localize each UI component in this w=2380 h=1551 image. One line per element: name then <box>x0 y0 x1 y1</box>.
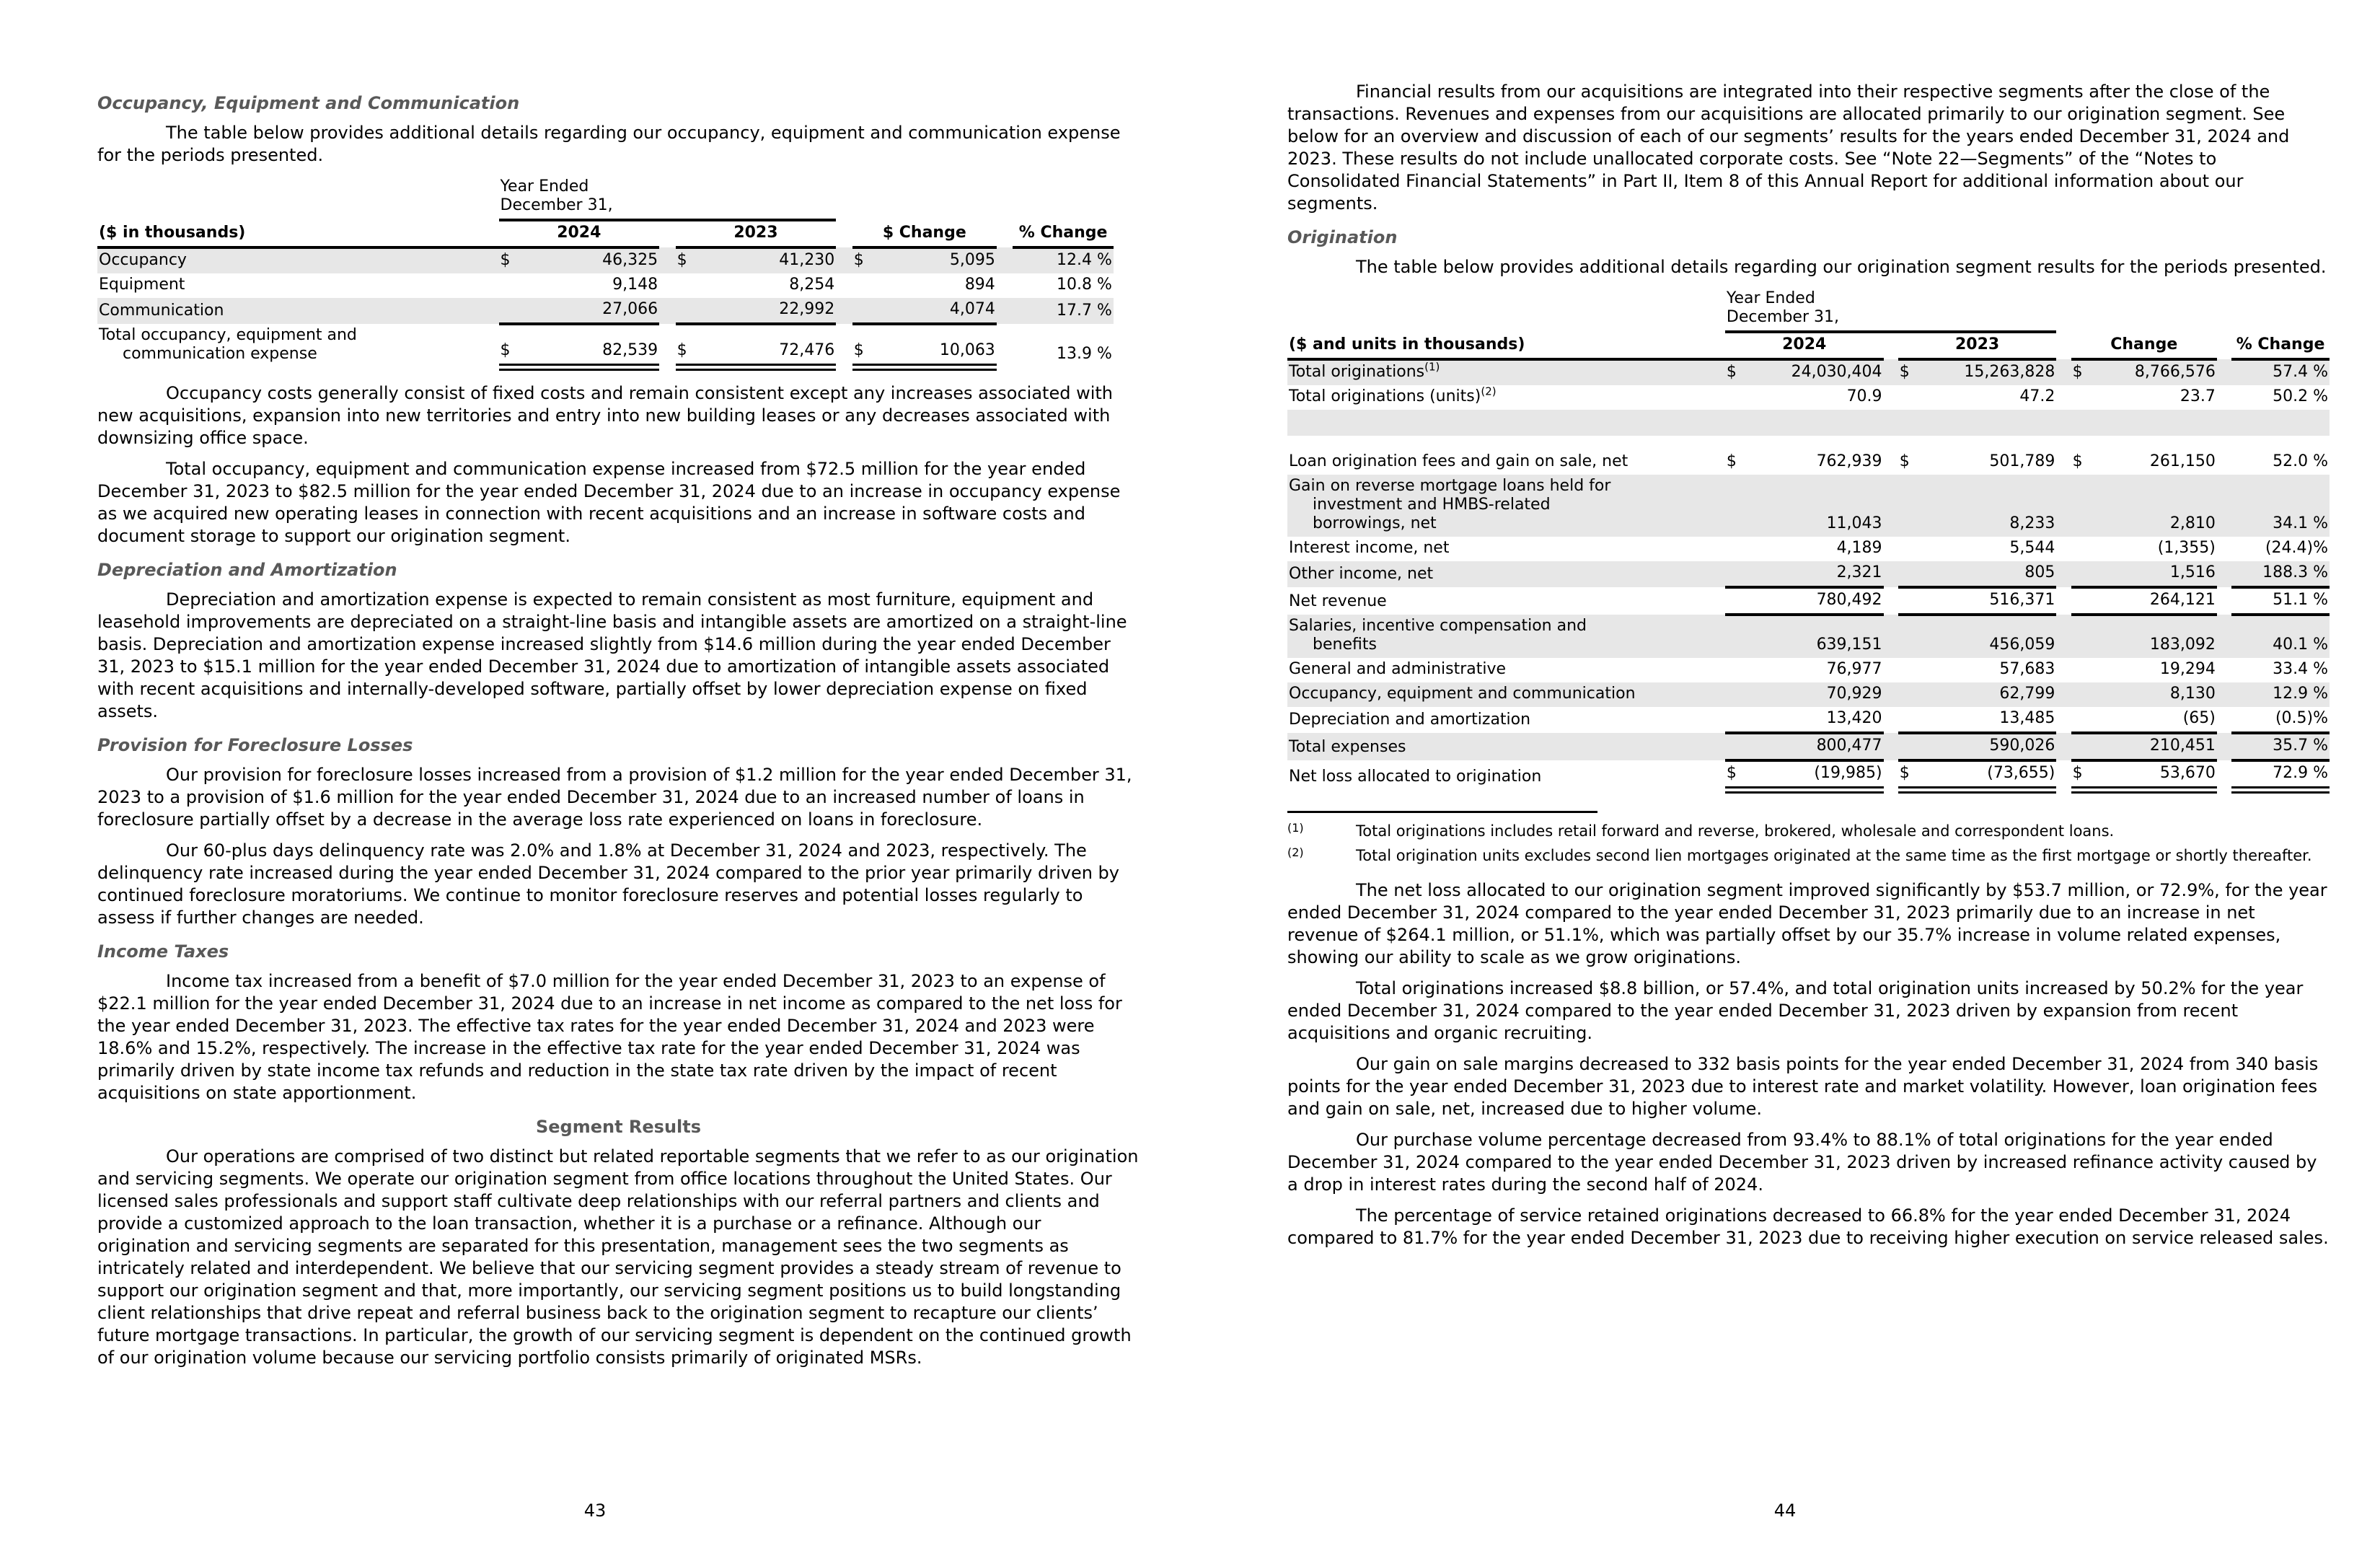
heading-segment-results: Segment Results <box>535 1117 702 1137</box>
dollar-cell <box>2071 385 2097 410</box>
empty-cell <box>836 175 852 220</box>
value-cell: 62,799 <box>1999 685 2055 703</box>
col-header-pct-change: % Change <box>2231 332 2330 359</box>
value-cell: 13,420 <box>1750 707 1884 733</box>
value-cell: 762,939 <box>1816 452 1882 470</box>
spacer-cell <box>2217 359 2231 385</box>
footnote-1-text: Total originations includes retail forward and reverse, brokered, wholesale and correspondent loans. <box>1356 822 2115 840</box>
row-label-cell: Total originations$^{(1)}$ <box>1289 360 1440 381</box>
dollar-cell: $ <box>1726 452 1737 470</box>
para-occupancy-costs: Occupancy costs generally consist of fixed costs and remain consistent except any increases associated with new acquisitions, expansion into new territories and entry into new building leases or any decreases associated with downsizing office space. <box>97 383 1114 448</box>
para-total-occupancy: Total occupancy, equipment and communication expense increased from $72.5 million for the year ended December 31, 2023 to $82.5 million for the year ended December 31, 2024 due to an increase in occupancy expense as we acquired new operating leases in connection with recent acquisitions and an increase in software costs and document storage to support our origination segment. <box>97 459 1121 546</box>
spacer-cell <box>2056 760 2071 790</box>
col-header-2023: 2023 <box>1898 332 2057 359</box>
spacer-cell <box>1884 615 1898 658</box>
dollar-cell <box>2071 561 2097 587</box>
year-ended-line2: December 31, <box>500 196 613 214</box>
pct-cell: 50.2 % <box>2273 387 2328 405</box>
dollar-cell: $ <box>499 324 526 367</box>
spacer-cell <box>836 273 852 298</box>
spacer-cell <box>2217 707 2231 733</box>
para-net-loss-improvement: The net loss allocated to our origination segment improved significantly by $53.7 million, or 72.9%, for the year ended December 31, 2024 compared to the year ended December 31, 2023 primarily due to an increase in net revenue of $264.1 million, or 51.1%, which was partially offset by our 35.7% increase in volume related expenses, showing our ability to scale as we grow originations. <box>1287 880 2327 967</box>
spacer-cell <box>2217 537 2231 561</box>
dollar-cell <box>2071 658 2097 682</box>
value-cell: 70.9 <box>1846 387 1882 405</box>
spacer-cell <box>997 220 1013 247</box>
dollar-cell <box>1725 537 1750 561</box>
table-row <box>1287 436 2330 450</box>
row-label-cell: Loan origination fees and gain on sale, net <box>1289 452 1628 470</box>
row-label-cell: Gain on reverse mortgage loans held for investment and HMBS-related borrowings, net <box>1289 477 1611 532</box>
spacer-cell <box>2056 475 2071 537</box>
dollar-cell <box>1898 615 1923 658</box>
spacer-cell <box>2056 385 2071 410</box>
value-cell: 800,477 <box>1750 733 1884 760</box>
row-label-cell: Net loss allocated to origination <box>1289 768 1542 786</box>
pct-cell: (24.4)% <box>2265 539 2328 557</box>
value-cell: 15,263,828 <box>1964 363 2055 381</box>
footnote-ref: (1) <box>1424 360 1440 374</box>
spacer-cell <box>2056 587 2071 615</box>
empty-cell <box>852 175 997 220</box>
spacer-cell <box>2056 537 2071 561</box>
table-row <box>1287 760 2330 790</box>
footnote-1-marker: (1) <box>1287 821 1304 835</box>
para-total-originations-increase: Total originations increased $8.8 billion, or 57.4%, and total origination units increased by 50.2% for the year ended December 31, 2024 compared to the year ended December 31, 2023 driven by expansion from recent acquisitions and organic recruiting. <box>1287 978 2304 1043</box>
row-label-cell: Equipment <box>99 276 185 294</box>
dollar-cell <box>852 273 879 298</box>
para-occupancy-table-intro: The table below provides additional details regarding our occupancy, equipment and communication expense for the periods presented. <box>97 123 1121 165</box>
dollar-cell: $ <box>1726 363 1737 381</box>
col-header-2024: 2024 <box>1725 332 1884 359</box>
spacer-cell <box>1884 658 1898 682</box>
spacer-cell <box>2217 475 2231 537</box>
blank-cell <box>1287 436 2330 450</box>
dollar-cell <box>852 298 879 324</box>
dollar-cell <box>2071 587 2097 615</box>
dollar-cell <box>1898 682 1923 707</box>
dollar-cell <box>1898 733 1923 760</box>
value-cell: (19,985) <box>1750 760 1884 790</box>
dollar-cell <box>1725 561 1750 587</box>
heading-provision-foreclosure-losses: Provision for Foreclosure Losses <box>97 735 413 755</box>
spacer-cell <box>1884 760 1898 790</box>
pct-cell: 57.4 % <box>2273 363 2328 381</box>
row-label-cell: Salaries, incentive compensation and benefits <box>1289 617 1587 654</box>
pct-cell: 51.1 % <box>2231 587 2330 615</box>
dollar-cell <box>1898 537 1923 561</box>
value-cell: 70,929 <box>1826 685 1882 703</box>
dollar-cell <box>1898 475 1923 537</box>
para-purchase-volume: Our purchase volume percentage decreased from 93.4% to 88.1% of total originations for the year ended December 31, 2024 compared to the year ended December 31, 2023 driven by increased refinance activity caused by a drop in interest rates during the second half of 2024. <box>1287 1130 2317 1195</box>
table-row <box>1287 587 2330 615</box>
footnotes-block <box>1287 811 2330 866</box>
spacer-cell <box>1884 561 1898 587</box>
value-cell: 2,321 <box>1750 561 1884 587</box>
value-cell: 72,476 <box>702 324 836 367</box>
spacer-cell <box>2056 359 2071 385</box>
value-cell: 639,151 <box>1816 636 1882 654</box>
value-cell: 456,059 <box>1989 636 2055 654</box>
value-cell: 4,074 <box>878 298 996 324</box>
empty-cell <box>2217 287 2231 332</box>
pct-cell: (0.5)% <box>2231 707 2330 733</box>
spacer-cell <box>1884 475 1898 537</box>
table-row <box>97 324 1114 367</box>
table-row <box>1287 733 2330 760</box>
dollar-cell <box>2071 615 2097 658</box>
pct-cell: 34.1 % <box>2273 514 2328 532</box>
value-cell: (65) <box>2096 707 2217 733</box>
value-cell: 780,492 <box>1750 587 1884 615</box>
pct-cell: 17.7 % <box>1056 302 1112 320</box>
table-row <box>1287 385 2330 410</box>
page-44 <box>1190 0 2380 1551</box>
dollar-cell <box>499 273 526 298</box>
dollar-cell <box>1725 385 1750 410</box>
value-cell: 23.7 <box>2180 387 2216 405</box>
value-cell: 8,233 <box>2009 514 2055 532</box>
row-label-cell: Occupancy, equipment and communication <box>1289 685 1636 703</box>
spacer-cell <box>836 247 852 273</box>
dollar-cell <box>1725 475 1750 537</box>
spacer-cell <box>2056 332 2071 359</box>
value-cell: 8,254 <box>789 276 835 294</box>
spacer-cell <box>1884 707 1898 733</box>
year-ended-header <box>499 175 837 220</box>
value-cell: 82,539 <box>525 324 659 367</box>
dollar-cell <box>1898 561 1923 587</box>
table-row <box>97 247 1114 273</box>
value-cell: 10,063 <box>878 324 996 367</box>
spacer-cell <box>2056 682 2071 707</box>
value-cell: 76,977 <box>1826 660 1882 678</box>
value-cell: 41,230 <box>779 251 835 269</box>
heading-occupancy-equipment-communication: Occupancy, Equipment and Communication <box>97 93 520 113</box>
spacer-cell <box>836 220 852 247</box>
dollar-cell <box>2071 707 2097 733</box>
col-header-2023: 2023 <box>676 220 837 247</box>
occupancy-expense-table <box>97 175 1114 371</box>
footnote-1 <box>1287 820 2330 842</box>
spacer-cell <box>659 220 676 247</box>
empty-cell <box>1013 175 1114 220</box>
para-service-retained: The percentage of service retained originations decreased to 66.8% for the year ended December 31, 2024 compared to 81.7% for the year ended December 31, 2023 due to receiving higher execution on service released sales. <box>1287 1205 2329 1248</box>
table-row <box>1287 561 2330 587</box>
dollar-cell: $ <box>1899 452 1910 470</box>
value-cell: 47.2 <box>2019 387 2055 405</box>
dollar-cell <box>2071 682 2097 707</box>
spacer-cell <box>659 298 676 324</box>
dollar-cell: $ <box>1899 363 1910 381</box>
value-cell: 210,451 <box>2096 733 2217 760</box>
spacer-cell <box>997 298 1013 324</box>
para-segment-results: Our operations are comprised of two distinct but related reportable segments that we refer to as our origination and servicing segments. We operate our origination segment from office locations throughout the United States. Our licensed sales professionals and support staff cultivate deep relationships with our referral partners and clients and provide a customized approach to the loan transaction, whether it is a purchase or a refinance. Although our origination and servicing segments are separated for this presentation, management sees the two segments as intricately related and interdependent. We believe that our servicing segment provides a steady stream of revenue to support our origination segment and that, more importantly, our servicing segment positions us to build longstanding client relationships that drive repeat and referral business back to the origination segment to recapture our clients’ future mortgage transactions. In particular, the growth of our servicing segment is dependent on the continued growth of our origination volume because our servicing portfolio consists primarily of originated MSRs. <box>97 1146 1139 1368</box>
para-foreclosure-provision: Our provision for foreclosure losses increased from a provision of $1.2 million for the year ended December 31, 2023 to a provision of $1.6 million for the year ended December 31, 2024 due to an increased number of loans in foreclosure partially offset by a decrease in the average loss rate experienced on loans in foreclosure. <box>97 765 1132 830</box>
spacer-cell <box>836 324 852 367</box>
col-header-2024: 2024 <box>499 220 660 247</box>
spacer-cell <box>2217 385 2231 410</box>
pct-cell: 33.4 % <box>2273 660 2328 678</box>
row-label-cell: Depreciation and amortization <box>1289 711 1531 729</box>
row-label-cell: General and administrative <box>1289 660 1507 678</box>
col-header-pct-change: % Change <box>1013 220 1114 247</box>
row-label-cell: Occupancy <box>99 251 187 269</box>
row-label-cell: Total expenses <box>1289 738 1406 756</box>
value-cell: 8,130 <box>2169 685 2216 703</box>
pct-cell: 188.3 % <box>2231 561 2330 587</box>
table-row <box>97 298 1114 324</box>
row-label-cell: Communication <box>99 302 224 320</box>
value-cell: 4,189 <box>1836 539 1882 557</box>
value-cell: 8,766,576 <box>2134 363 2216 381</box>
dollar-cell: $ <box>2071 760 2097 790</box>
year-ended-line1: Year Ended <box>500 177 589 195</box>
value-cell: 13,485 <box>1923 707 2056 733</box>
value-cell: 9,148 <box>612 276 658 294</box>
pct-cell: 35.7 % <box>2231 733 2330 760</box>
heading-depreciation-amortization: Depreciation and Amortization <box>97 560 397 580</box>
spacer-cell <box>2217 760 2231 790</box>
footnote-2-marker: (2) <box>1287 845 1304 859</box>
dollar-cell <box>1725 733 1750 760</box>
table-row <box>1287 475 2330 537</box>
spacer-cell <box>1884 359 1898 385</box>
spacer-cell <box>1884 332 1898 359</box>
spacer-cell <box>1884 682 1898 707</box>
value-cell: (73,655) <box>1923 760 2056 790</box>
empty-cell <box>997 175 1013 220</box>
empty-cell <box>2071 287 2217 332</box>
value-cell: (1,355) <box>2157 539 2216 557</box>
value-cell: 805 <box>1923 561 2056 587</box>
dollar-cell: $ <box>852 324 879 367</box>
empty-cell <box>2231 287 2330 332</box>
heading-origination: Origination <box>1287 227 1398 247</box>
para-financial-results: Financial results from our acquisitions are integrated into their respective segments after the close of the transactions. Revenues and expenses from our acquisitions are allocated primarily to our origination segment. See below for an overview and discussion of each of our segments’ results for the years ended December 31, 2024 and 2023. These results do not include unallocated corporate costs. See “Note 22—Segments” of the “Notes to Consolidated Financial Statements” in Part II, Item 8 of this Annual Report for additional information about our segments. <box>1287 82 2290 214</box>
table-row <box>1287 707 2330 733</box>
row-label-cell: Other income, net <box>1289 565 1434 583</box>
value-cell: 501,789 <box>1989 452 2055 470</box>
dollar-cell: $ <box>2072 452 2083 470</box>
value-cell: 19,294 <box>2159 660 2216 678</box>
value-cell: 894 <box>964 276 995 294</box>
table-row <box>1287 615 2330 658</box>
row-label-cell: Total originations (units)$^{(2)}$ <box>1289 385 1497 405</box>
pct-cell: 10.8 % <box>1056 276 1112 294</box>
dollar-cell: $ <box>500 251 511 269</box>
spacer-cell <box>2056 450 2071 475</box>
dollar-cell <box>2071 537 2097 561</box>
table-span-header-row <box>97 175 1114 220</box>
dollar-cell: $ <box>2072 363 2083 381</box>
dollar-cell <box>1898 707 1923 733</box>
spacer-cell <box>2056 733 2071 760</box>
value-cell: 53,670 <box>2096 760 2217 790</box>
pct-cell: 13.9 % <box>1056 345 1112 363</box>
table-row <box>97 273 1114 298</box>
spacer-cell <box>1884 733 1898 760</box>
spacer-cell <box>1884 450 1898 475</box>
page-number-44: 44 <box>1773 1501 1797 1521</box>
value-cell: 22,992 <box>702 298 836 324</box>
unit-label: ($ and units in thousands) <box>1287 332 1725 359</box>
spacer-cell <box>2056 615 2071 658</box>
spacer-cell <box>659 247 676 273</box>
dollar-cell: $ <box>853 251 864 269</box>
pct-cell: 72.9 % <box>2231 760 2330 790</box>
spacer-cell <box>2056 707 2071 733</box>
dollar-cell: $ <box>676 251 687 269</box>
value-cell: 590,026 <box>1923 733 2056 760</box>
spacer-cell <box>997 247 1013 273</box>
dollar-cell: $ <box>1898 760 1923 790</box>
col-header-dollar-change: $ Change <box>852 220 997 247</box>
spacer-cell <box>2217 587 2231 615</box>
dollar-cell <box>1725 587 1750 615</box>
para-origination-table-intro: The table below provides additional details regarding our origination segment results for the periods presented. <box>1356 257 2327 277</box>
para-gain-on-sale-margins: Our gain on sale margins decreased to 332 basis points for the year ended December 31, 2024 from 340 basis points for the year ended December 31, 2023 due to interest rate and market volatility. However, loan origination fees and gain on sale, net, increased due to higher volume. <box>1287 1054 2319 1119</box>
footnote-ref: (2) <box>1481 385 1497 398</box>
dollar-cell <box>2071 475 2097 537</box>
table-span-header-row <box>1287 287 2330 332</box>
table-row <box>1287 682 2330 707</box>
page-number-43: 43 <box>583 1501 607 1521</box>
col-header-change: Change <box>2071 332 2217 359</box>
spacer-cell <box>659 324 676 367</box>
year-ended-line2: December 31, <box>1726 308 1839 326</box>
spacer-cell <box>1884 385 1898 410</box>
year-ended-line1: Year Ended <box>1726 289 1815 307</box>
value-cell: 5,544 <box>2009 539 2055 557</box>
empty-cell <box>2056 287 2071 332</box>
row-label-cell: Total occupancy, equipment and communication expense <box>99 326 357 363</box>
spacer-cell <box>2217 332 2231 359</box>
value-cell: 27,066 <box>525 298 659 324</box>
dollar-cell <box>1898 385 1923 410</box>
row-label-cell: Net revenue <box>1289 592 1387 610</box>
dollar-cell <box>676 298 702 324</box>
spacer-cell <box>836 298 852 324</box>
value-cell: 46,325 <box>602 251 658 269</box>
blank-cell <box>1287 410 2330 436</box>
dollar-cell: $ <box>676 324 702 367</box>
spacer-cell <box>2056 658 2071 682</box>
pct-cell: 52.0 % <box>2273 452 2328 470</box>
dollar-cell <box>1725 658 1750 682</box>
para-depreciation: Depreciation and amortization expense is expected to remain consistent as most furniture, equipment and leasehold improvements are depreciated on a straight-line basis and intangible assets are amortized on a straight-line basis. Depreciation and amortization expense increased slightly from $14.6 million during the year ended December 31, 2023 to $15.1 million for the year ended December 31, 2024 due to amortization of intangible assets associated with recent acquisitions and internally-developed software, partially offset by lower depreciation expense on fixed assets. <box>97 589 1127 721</box>
table-row <box>1287 410 2330 436</box>
pct-cell: 40.1 % <box>2273 636 2328 654</box>
value-cell: 261,150 <box>2149 452 2216 470</box>
spacer-cell <box>2217 733 2231 760</box>
spacer-cell <box>997 324 1013 367</box>
para-delinquency-rate: Our 60-plus days delinquency rate was 2.0% and 1.8% at December 31, 2024 and 2023, respectively. The delinquency rate increased during the year ended December 31, 2024 compared to the prior year primarily driven by continued foreclosure moratoriums. We continue to monitor foreclosure reserves and potential losses regularly to assess if further changes are needed. <box>97 840 1119 928</box>
footnote-divider <box>1287 811 1597 813</box>
spacer-cell <box>1884 587 1898 615</box>
footnote-2 <box>1287 845 2330 866</box>
value-cell: 183,092 <box>2149 636 2216 654</box>
dollar-cell <box>2071 733 2097 760</box>
table-col-header-row <box>1287 332 2330 359</box>
spacer-cell <box>997 273 1013 298</box>
dollar-cell <box>1725 707 1750 733</box>
dollar-cell: $ <box>1725 760 1750 790</box>
origination-segment-table <box>1287 287 2330 794</box>
spacer-cell <box>2217 682 2231 707</box>
dollar-cell <box>1898 658 1923 682</box>
value-cell: 2,810 <box>2169 514 2216 532</box>
dollar-cell <box>1898 587 1923 615</box>
spacer-cell <box>2217 615 2231 658</box>
value-cell: 264,121 <box>2096 587 2217 615</box>
table-row <box>1287 359 2330 385</box>
value-cell: 24,030,404 <box>1791 363 1882 381</box>
spacer-cell <box>2217 561 2231 587</box>
year-ended-header <box>1725 287 2056 332</box>
dollar-cell <box>676 273 702 298</box>
pct-cell: 12.4 % <box>1056 251 1112 269</box>
value-cell: 5,095 <box>949 251 995 269</box>
value-cell: 57,683 <box>1999 660 2055 678</box>
spacer-cell <box>659 273 676 298</box>
spacer-cell <box>1884 537 1898 561</box>
para-income-taxes: Income tax increased from a benefit of $7.0 million for the year ended December 31, 2023 to an expense of $22.1 million for the year ended December 31, 2024 due to an increase in net income as compared to the net loss for the year ended December 31, 2023. The effective tax rates for the year ended December 31, 2024 and 2023 were 18.6% and 15.2%, respectively. The increase in the effective tax rate for the year ended December 31, 2024 was primarily driven by state income tax refunds and reduction in the state tax rate driven by the impact of recent acquisitions on state apportionment. <box>97 971 1122 1103</box>
table-row <box>1287 658 2330 682</box>
value-cell: 516,371 <box>1923 587 2056 615</box>
footnote-2-text: Total origination units excludes second lien mortgages originated at the same time as the first mortgage or shortly thereafter. <box>1356 847 2312 864</box>
dollar-cell <box>1725 615 1750 658</box>
value-cell: 1,516 <box>2096 561 2217 587</box>
table-row <box>1287 537 2330 561</box>
table-col-header-row <box>97 220 1114 247</box>
dollar-cell <box>499 298 526 324</box>
unit-label: ($ in thousands) <box>97 220 499 247</box>
row-label-cell: Interest income, net <box>1289 539 1450 557</box>
value-cell: 11,043 <box>1826 514 1882 532</box>
spacer-cell <box>2217 658 2231 682</box>
empty-cell <box>97 175 499 220</box>
spacer-cell <box>2056 561 2071 587</box>
pct-cell: 12.9 % <box>2273 685 2328 703</box>
empty-cell <box>1287 287 1725 332</box>
spacer-cell <box>2217 450 2231 475</box>
heading-income-taxes: Income Taxes <box>97 941 229 962</box>
dollar-cell <box>1725 682 1750 707</box>
table-row <box>1287 450 2330 475</box>
